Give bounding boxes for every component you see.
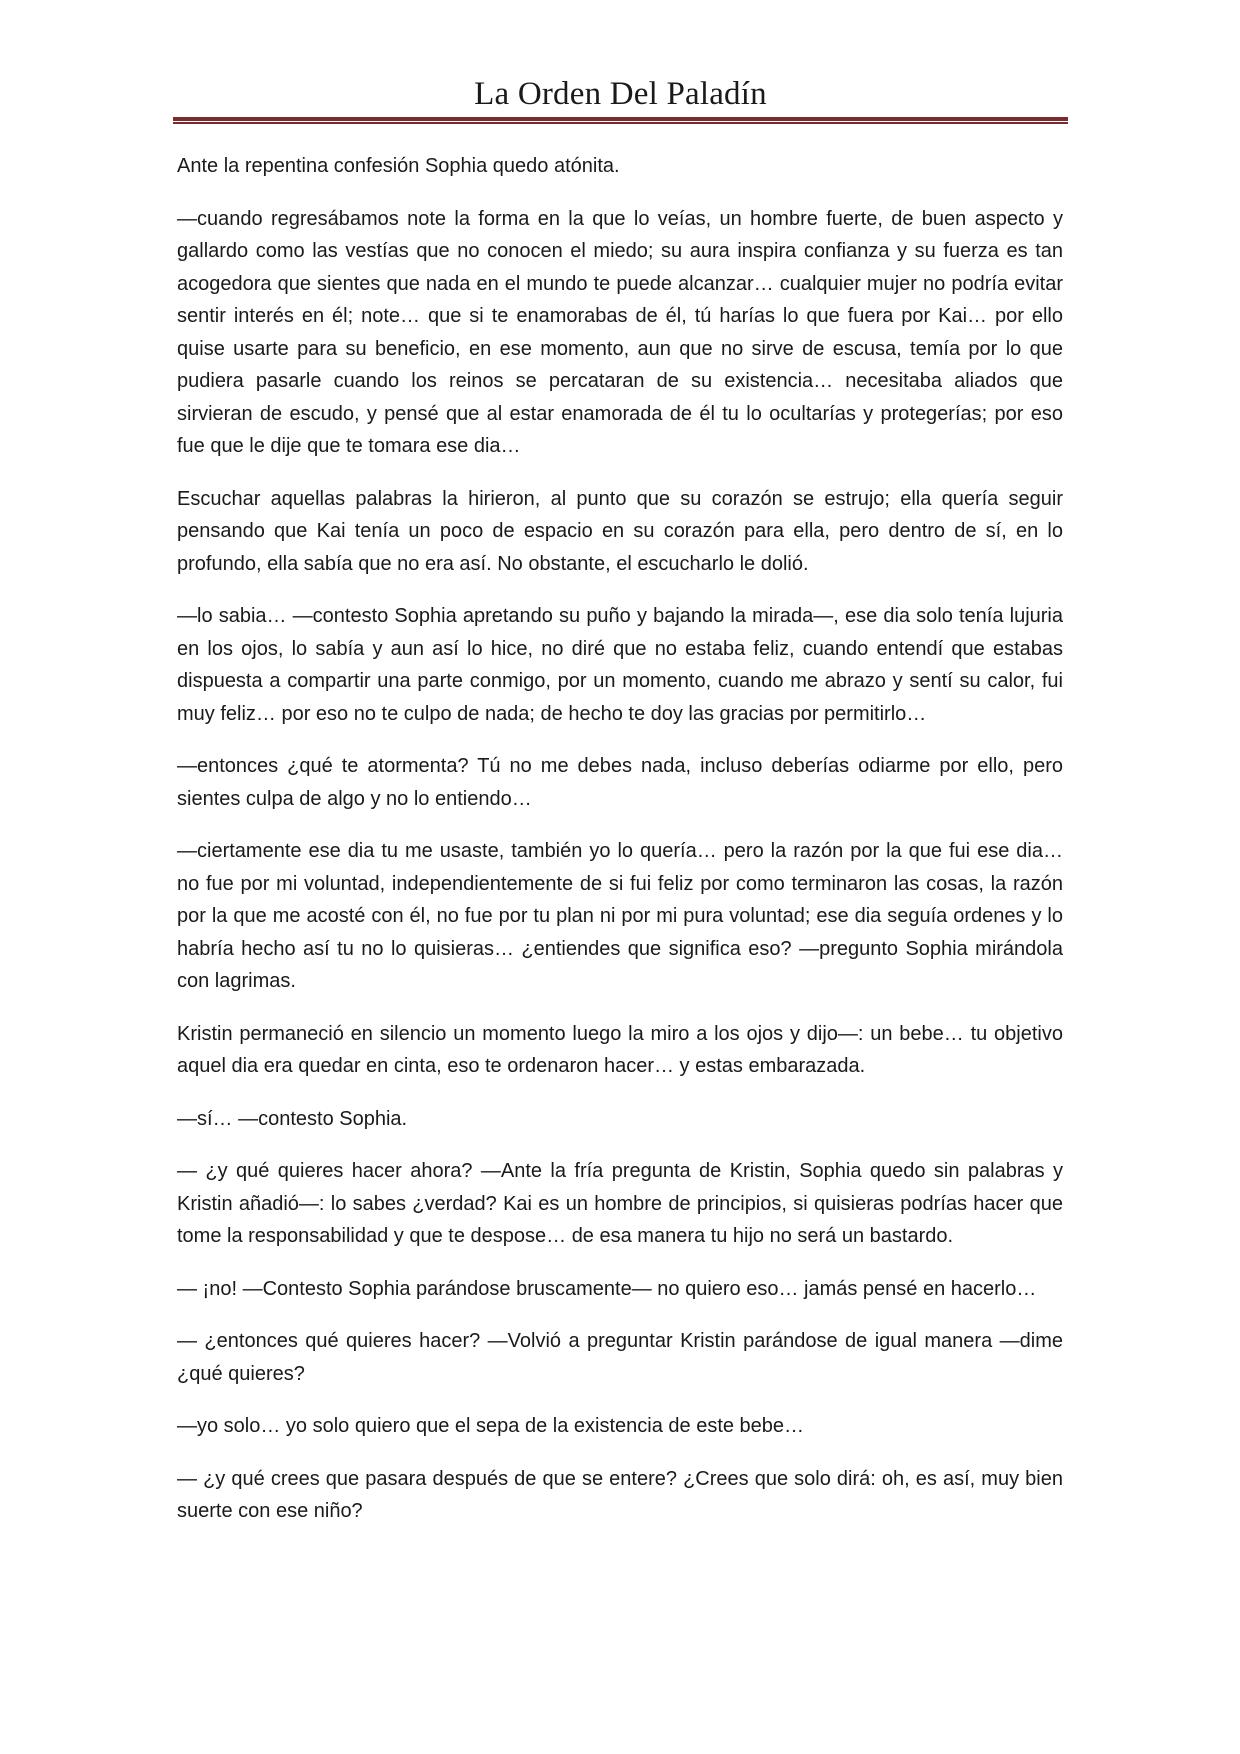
paragraph: —lo sabia… —contesto Sophia apretando su puño y bajando la mirada—, ese dia solo tenía lujuria en los ojos, lo sabía y aun así lo hice, no diré que no estaba feliz, cuando entendí que estabas dispuesta a compartir una parte conmigo, por un momento, cuando me abrazo y sentí su calor, fui muy feliz… por eso no te culpo de nada; de hecho te doy las gracias por permitirlo…	[177, 605, 1063, 725]
header-title: La Orden Del Paladín	[474, 76, 767, 112]
paragraph: Escuchar aquellas palabras la hirieron, al punto que su corazón se estrujo; ella quería seguir pensando que Kai tenía un poco de espacio en su corazón para ella, pero dentro de sí, en lo profundo, ella sabía que no era así. No obstante, el escucharlo le dolió.	[177, 487, 1063, 575]
body-text	[177, 150, 1063, 1548]
paragraph: — ¿entonces qué quieres hacer? —Volvió a preguntar Kristin parándose de igual manera —dime ¿qué quieres?	[177, 1330, 1063, 1385]
paragraph: —yo solo… yo solo quiero que el sepa de la existencia de este bebe…	[177, 1415, 805, 1437]
paragraph: — ¿y qué crees que pasara después de que se entere? ¿Crees que solo dirá: oh, es así, muy bien suerte con ese niño?	[177, 1467, 1063, 1522]
paragraph: —cuando regresábamos note la forma en la que lo veías, un hombre fuerte, de buen aspecto y gallardo como las vestías que no conocen el miedo; su aura inspira confianza y su fuerza es tan acogedora que sientes que nada en el mundo te puede alcanzar… cualquier mujer no podría evitar sentir interés en él; note… que si te enamorabas de él, tú harías lo que fuera por Kai… por ello quise usarte para su beneficio, en ese momento, aun que no sirve de escusa, temía por lo que pudiera pasarle cuando los reinos se percataran de su existencia… necesitaba aliados que sirvieran de escudo, y pensé que al estar enamorada de él tu lo ocultarías y protegerías; por eso fue que le dije que te tomara ese dia…	[177, 207, 1063, 457]
paragraph: Kristin permaneció en silencio un momento luego la miro a los ojos y dijo—: un bebe… tu objetivo aquel dia era quedar en cinta, eso te ordenaron hacer… y estas embarazada.	[177, 1022, 1063, 1077]
paragraph: — ¡no! —Contesto Sophia parándose bruscamente— no quiero eso… jamás pensé en hacerlo…	[177, 1277, 1037, 1300]
paragraph: —sí… —contesto Sophia.	[177, 1107, 408, 1130]
paragraph: Ante la repentina confesión Sophia quedo atónita.	[177, 155, 620, 177]
paragraph: —entonces ¿qué te atormenta? Tú no me debes nada, incluso deberías odiarme por ello, pero sientes culpa de algo y no lo entiendo…	[177, 755, 1063, 810]
header-divider	[173, 117, 1068, 124]
paragraph: — ¿y qué quieres hacer ahora? —Ante la fría pregunta de Kristin, Sophia quedo sin palabras y Kristin añadió—: lo sabes ¿verdad? Kai es un hombre de principios, si quisieras podrías hacer que tome la responsabilidad y que te despose… de esa manera tu hijo no será un bastardo.	[177, 1160, 1063, 1247]
paragraph: —ciertamente ese dia tu me usaste, también yo lo quería… pero la razón por la que fui ese dia… no fue por mi voluntad, independientemente de si fui feliz por como terminaron las cosas, la razón por la que me acosté con él, no fue por tu plan ni por mi pura voluntad; ese dia seguía ordenes y lo habría hecho así tu no lo quisieras… ¿entiendes que significa eso? —pregunto Sophia mirándola con lagrimas.	[177, 840, 1063, 992]
page-header	[173, 72, 1068, 116]
